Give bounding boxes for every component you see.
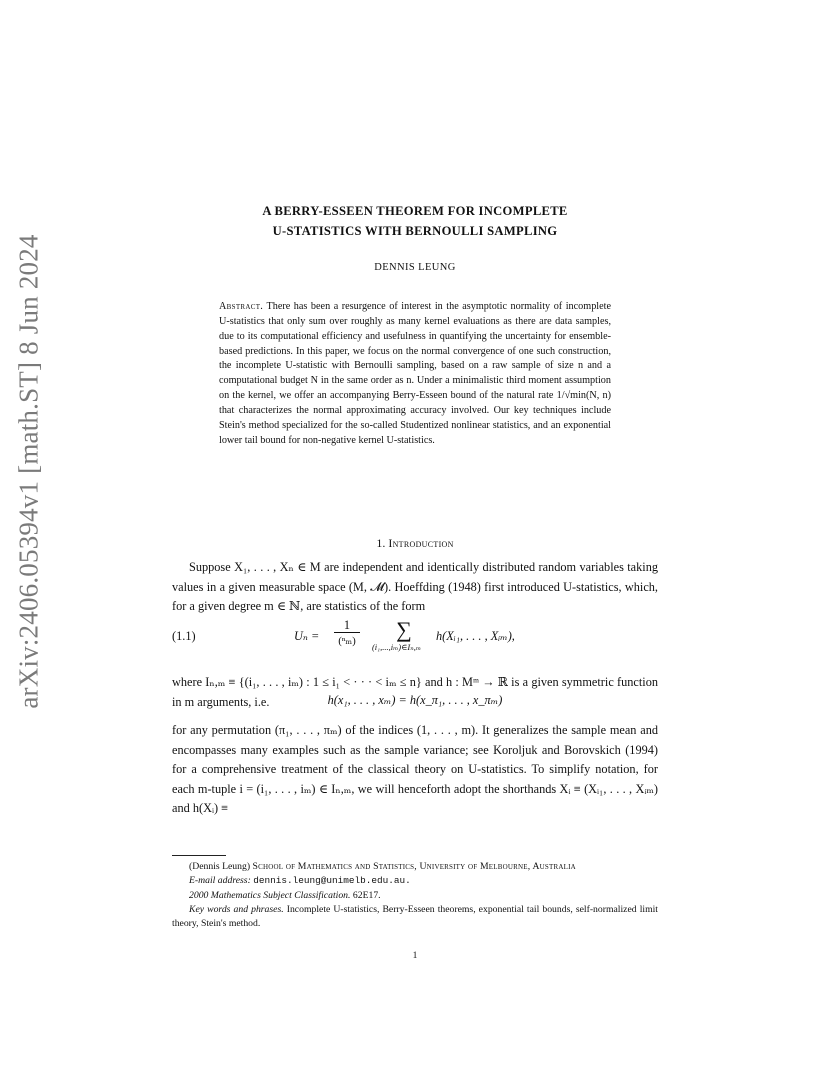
section-heading	[172, 536, 658, 551]
keywords-text: Incomplete U-statistics, Berry-Esseen theorems, exponential tail bounds, self-normalized limit theory, Stein's method.	[172, 903, 658, 930]
title-line-2: U-STATISTICS WITH BERNOULLI SAMPLING	[272, 224, 558, 238]
affil-name: (Dennis Leung)	[189, 861, 251, 872]
footnotes	[172, 860, 658, 931]
eq1-lhs: Uₙ =	[294, 629, 320, 643]
para3-text: for any permutation (π₁, . . . , πₘ) of the indices (1, . . . , m). It generalizes the sample mean and encompasses many examples such as the sample variance; see Koroljuk and Borovskich (1994) for a comprehensive treatment of the classical theory on U-statistics. To simplify notation, for each m-tuple i = (i₁, . . . , iₘ) ∈ Iₙ,ₘ, we will henceforth adopt the shorthands Xᵢ ≡ (Xᵢ₁, . . . , Xᵢₘ) and h(Xᵢ) ≡	[172, 723, 658, 815]
para2-text: where Iₙ,ₘ ≡ {(i₁, . . . , iₘ) : 1 ≤ i₁ < · · · < iₘ ≤ n} and h : Mᵐ → ℝ is a given symmetric function in m arguments, i.e.	[172, 675, 658, 709]
eq1-rhs: h(Xᵢ₁, . . . , Xᵢₘ),	[436, 629, 515, 643]
intro-paragraph-3	[172, 721, 658, 819]
eq1-frac-num: 1	[343, 618, 351, 632]
paper-title	[172, 201, 658, 241]
footnote-email	[172, 874, 658, 888]
abstract	[219, 300, 611, 448]
arxiv-stamp-text: arXiv:2406.05394v1 [math.ST] 8 Jun 2024	[13, 233, 44, 709]
footnote-msc	[172, 889, 658, 903]
footnote-keywords	[172, 903, 658, 932]
author-name: DENNIS LEUNG	[374, 262, 456, 273]
footnote-rule	[172, 855, 226, 856]
section-number: 1.	[376, 536, 386, 550]
eq1-frac	[334, 618, 360, 649]
arxiv-stamp	[8, 233, 50, 709]
email-address[interactable]: dennis.leung@unimelb.edu.au.	[253, 875, 411, 887]
footnote-affiliation	[172, 860, 658, 874]
title-line-1: A BERRY-ESSEEN THEOREM FOR INCOMPLETE	[262, 204, 568, 218]
affil-institution: School of Mathematics and Statistics, University of Melbourne, Australia	[252, 861, 576, 872]
abstract-text: There has been a resurgence of interest in the asymptotic normality of incomplete U-statistics that only sum over roughly as many kernel evaluations as there are data samples, due to its computational efficiency and usefulness in quantifying the uncertainty for ensemble-based predictions. In this paper, we focus on the normal convergence of one such construction, the incomplete U-statistic with Bernoulli sampling, based on a raw sample of size n and a computational budget N in the same order as n. Under a minimalistic third moment assumption on the kernel, we offer an accompanying Berry-Esseen bound of the natural rate 1/√min(N, n) that characterizes the normal approximating accuracy involved. Our key techniques include Stein's method specialized for the so-called Studentized nonlinear statistics, and an exponential lower tail bound for non-negative kernel U-statistics.	[219, 301, 611, 446]
msc-label: 2000 Mathematics Subject Classification.	[189, 889, 351, 901]
eq1-sum	[371, 617, 434, 653]
msc-code: 62E17.	[352, 889, 381, 901]
intro-paragraph-1	[172, 558, 658, 617]
abstract-label: Abstract.	[219, 301, 264, 312]
para1-text: Suppose X₁, . . . , Xₙ ∈ M are independent and identically distributed random variables taking values in a given measurable space (M, 𝓜). Hoeffding (1948) first introduced U-statistics, which, for a given degree m ∈ ℕ, are statistics of the form	[172, 560, 658, 613]
equation-number: (1.1)	[172, 629, 196, 643]
eq1-sum-symbol: ∑	[396, 617, 412, 642]
eq1-sum-subscript: (i₁,...,iₘ)∈Iₙ,ₘ	[371, 642, 422, 652]
section-title: Introduction	[388, 536, 454, 550]
keywords-label: Key words and phrases.	[189, 903, 284, 915]
page-number: 1	[412, 951, 418, 961]
email-label: E-mail address:	[189, 875, 251, 887]
equation-symmetry: h(x₁, . . . , xₘ) = h(x_π₁, . . . , x_πₘ)	[327, 693, 503, 707]
eq1-frac-den: (ⁿₘ)	[334, 632, 360, 649]
